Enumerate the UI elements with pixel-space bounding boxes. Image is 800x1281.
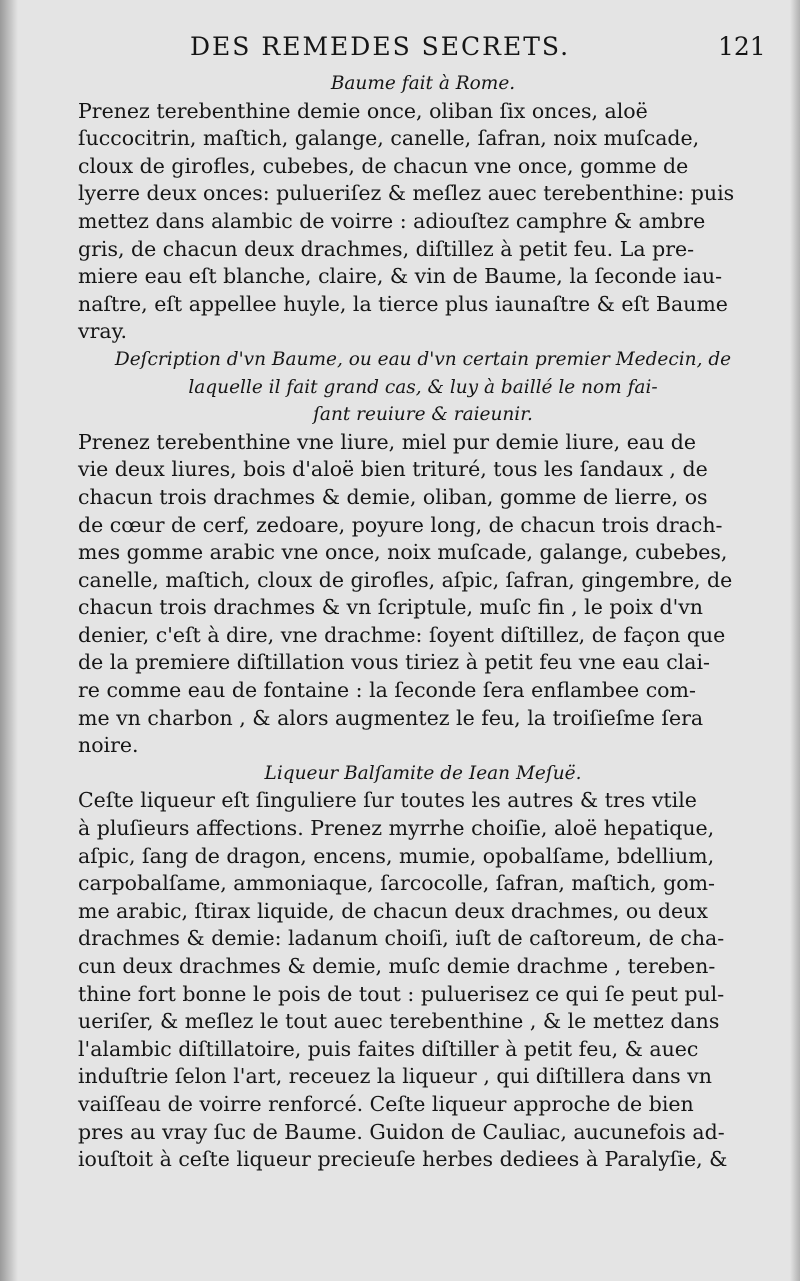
page-shadow-right: [790, 0, 800, 1281]
text-line: aſpic, ſang de dragon, encens, mumie, opobalſame, bdellium,: [78, 843, 715, 868]
running-title: DES REMEDES SECRETS.: [190, 32, 571, 61]
text-line: chacun trois drachmes & demie, oliban, gomme de lierre, os: [78, 484, 708, 509]
section-heading: Baume fait à Rome.: [330, 73, 516, 94]
text-line: ueriſer, & meſlez le tout auec terebenthine , & le mettez dans: [78, 1009, 720, 1034]
text-line: Prenez terebenthine vne liure, miel pur demie liure, eau de: [78, 429, 697, 454]
body-text: [78, 70, 768, 1174]
text-line: vie deux liures, bois d'aloë bien trituré, tous les ſandaux , de: [78, 457, 708, 482]
text-line: vray.: [78, 319, 127, 344]
section-heading: ſant reuiure & raieunir.: [313, 404, 533, 426]
text-line: Ceſte liqueur eſt ſinguliere ſur toutes les autres & tres vtile: [78, 788, 697, 813]
page-shadow-left: [0, 0, 18, 1281]
text-line: naſtre, eſt appellee huyle, la tierce plus iaunaſtre & eſt Baume: [78, 291, 728, 316]
text-line: iouſtoit à ceſte liqueur precieuſe herbes dediees à Paralyſie, &: [78, 1147, 728, 1172]
section-heading: Deſcription d'vn Baume, ou eau d'vn certain premier Medecin, de: [114, 348, 732, 370]
text-line: mettez dans alambic de voirre : adiouſtez camphre & ambre: [78, 208, 706, 233]
section-heading: Liqueur Balſamite de Iean Meſuë.: [264, 762, 582, 784]
text-line: me vn charbon , & alors augmentez le feu, la troiſieſme ſera: [78, 705, 704, 730]
page-number: 121: [718, 32, 766, 61]
text-line: drachmes & demie: ladanum choiſi, iuſt de caſtoreum, de cha-: [78, 926, 725, 951]
text-line: miere eau eſt blanche, claire, & vin de Baume, la ſeconde iau-: [78, 264, 723, 289]
text-line: chacun trois drachmes & vn ſcriptule, muſc fin , le poix d'vn: [78, 595, 703, 620]
text-line: mes gomme arabic vne once, noix muſcade, galange, cubebes,: [78, 540, 728, 565]
text-line: denier, c'eſt à dire, vne drachme: ſoyent diſtillez, de façon que: [78, 622, 726, 647]
text-line: ſuccocitrin, maſtich, galange, canelle, ſafran, noix muſcade,: [78, 126, 700, 151]
text-line: pres au vray ſuc de Baume. Guidon de Cauliac, aucunefois ad-: [78, 1119, 725, 1144]
text-line: gris, de chacun deux drachmes, diſtillez à petit feu. La pre-: [78, 236, 695, 261]
text-line: noire.: [78, 733, 139, 758]
text-line: induſtrie ſelon l'art, receuez la liqueur , qui diſtillera dans vn: [78, 1064, 712, 1089]
text-line: thine fort bonne le pois de tout : puluerisez ce qui ſe peut pul-: [78, 981, 725, 1006]
text-line: re comme eau de fontaine : la ſeconde ſera enflambee com-: [78, 678, 696, 703]
text-line: cun deux drachmes & demie, muſc demie drachme , tereben-: [78, 954, 716, 978]
text-line: à pluſieurs affections. Prenez myrrhe choiſie, aloë hepatique,: [78, 816, 715, 841]
text-line: vaiſſeau de voirre renforcé. Ceſte liqueur approche de bien: [78, 1091, 694, 1116]
text-line: lyerre deux onces: pulueriſez & meſlez auec terebenthine: puis: [78, 181, 735, 206]
text-line: de cœur de cerf, zedoare, poyure long, de chacun trois drach-: [78, 512, 723, 537]
text-line: canelle, maſtich, cloux de girofles, aſpic, ſafran, gingembre, de: [78, 567, 733, 592]
text-line: l'alambic diſtillatoire, puis faites diſtiller à petit feu, & auec: [78, 1036, 699, 1061]
text-line: de la premiere diſtillation vous tiriez à petit feu vne eau clai-: [78, 650, 710, 675]
text-line: me arabic, ſtirax liquide, de chacun deux drachmes, ou deux: [78, 898, 708, 923]
text-line: carpobalſame, ammoniaque, ſarcocolle, ſafran, maſtich, gom-: [78, 871, 715, 896]
section-heading: laquelle il fait grand cas, & luy à baillé le nom fai-: [188, 376, 658, 398]
text-line: cloux de girofles, cubebes, de chacun vne once, gomme de: [78, 153, 689, 178]
text-line: Prenez terebenthine demie once, oliban ſix onces, aloë: [78, 98, 648, 123]
